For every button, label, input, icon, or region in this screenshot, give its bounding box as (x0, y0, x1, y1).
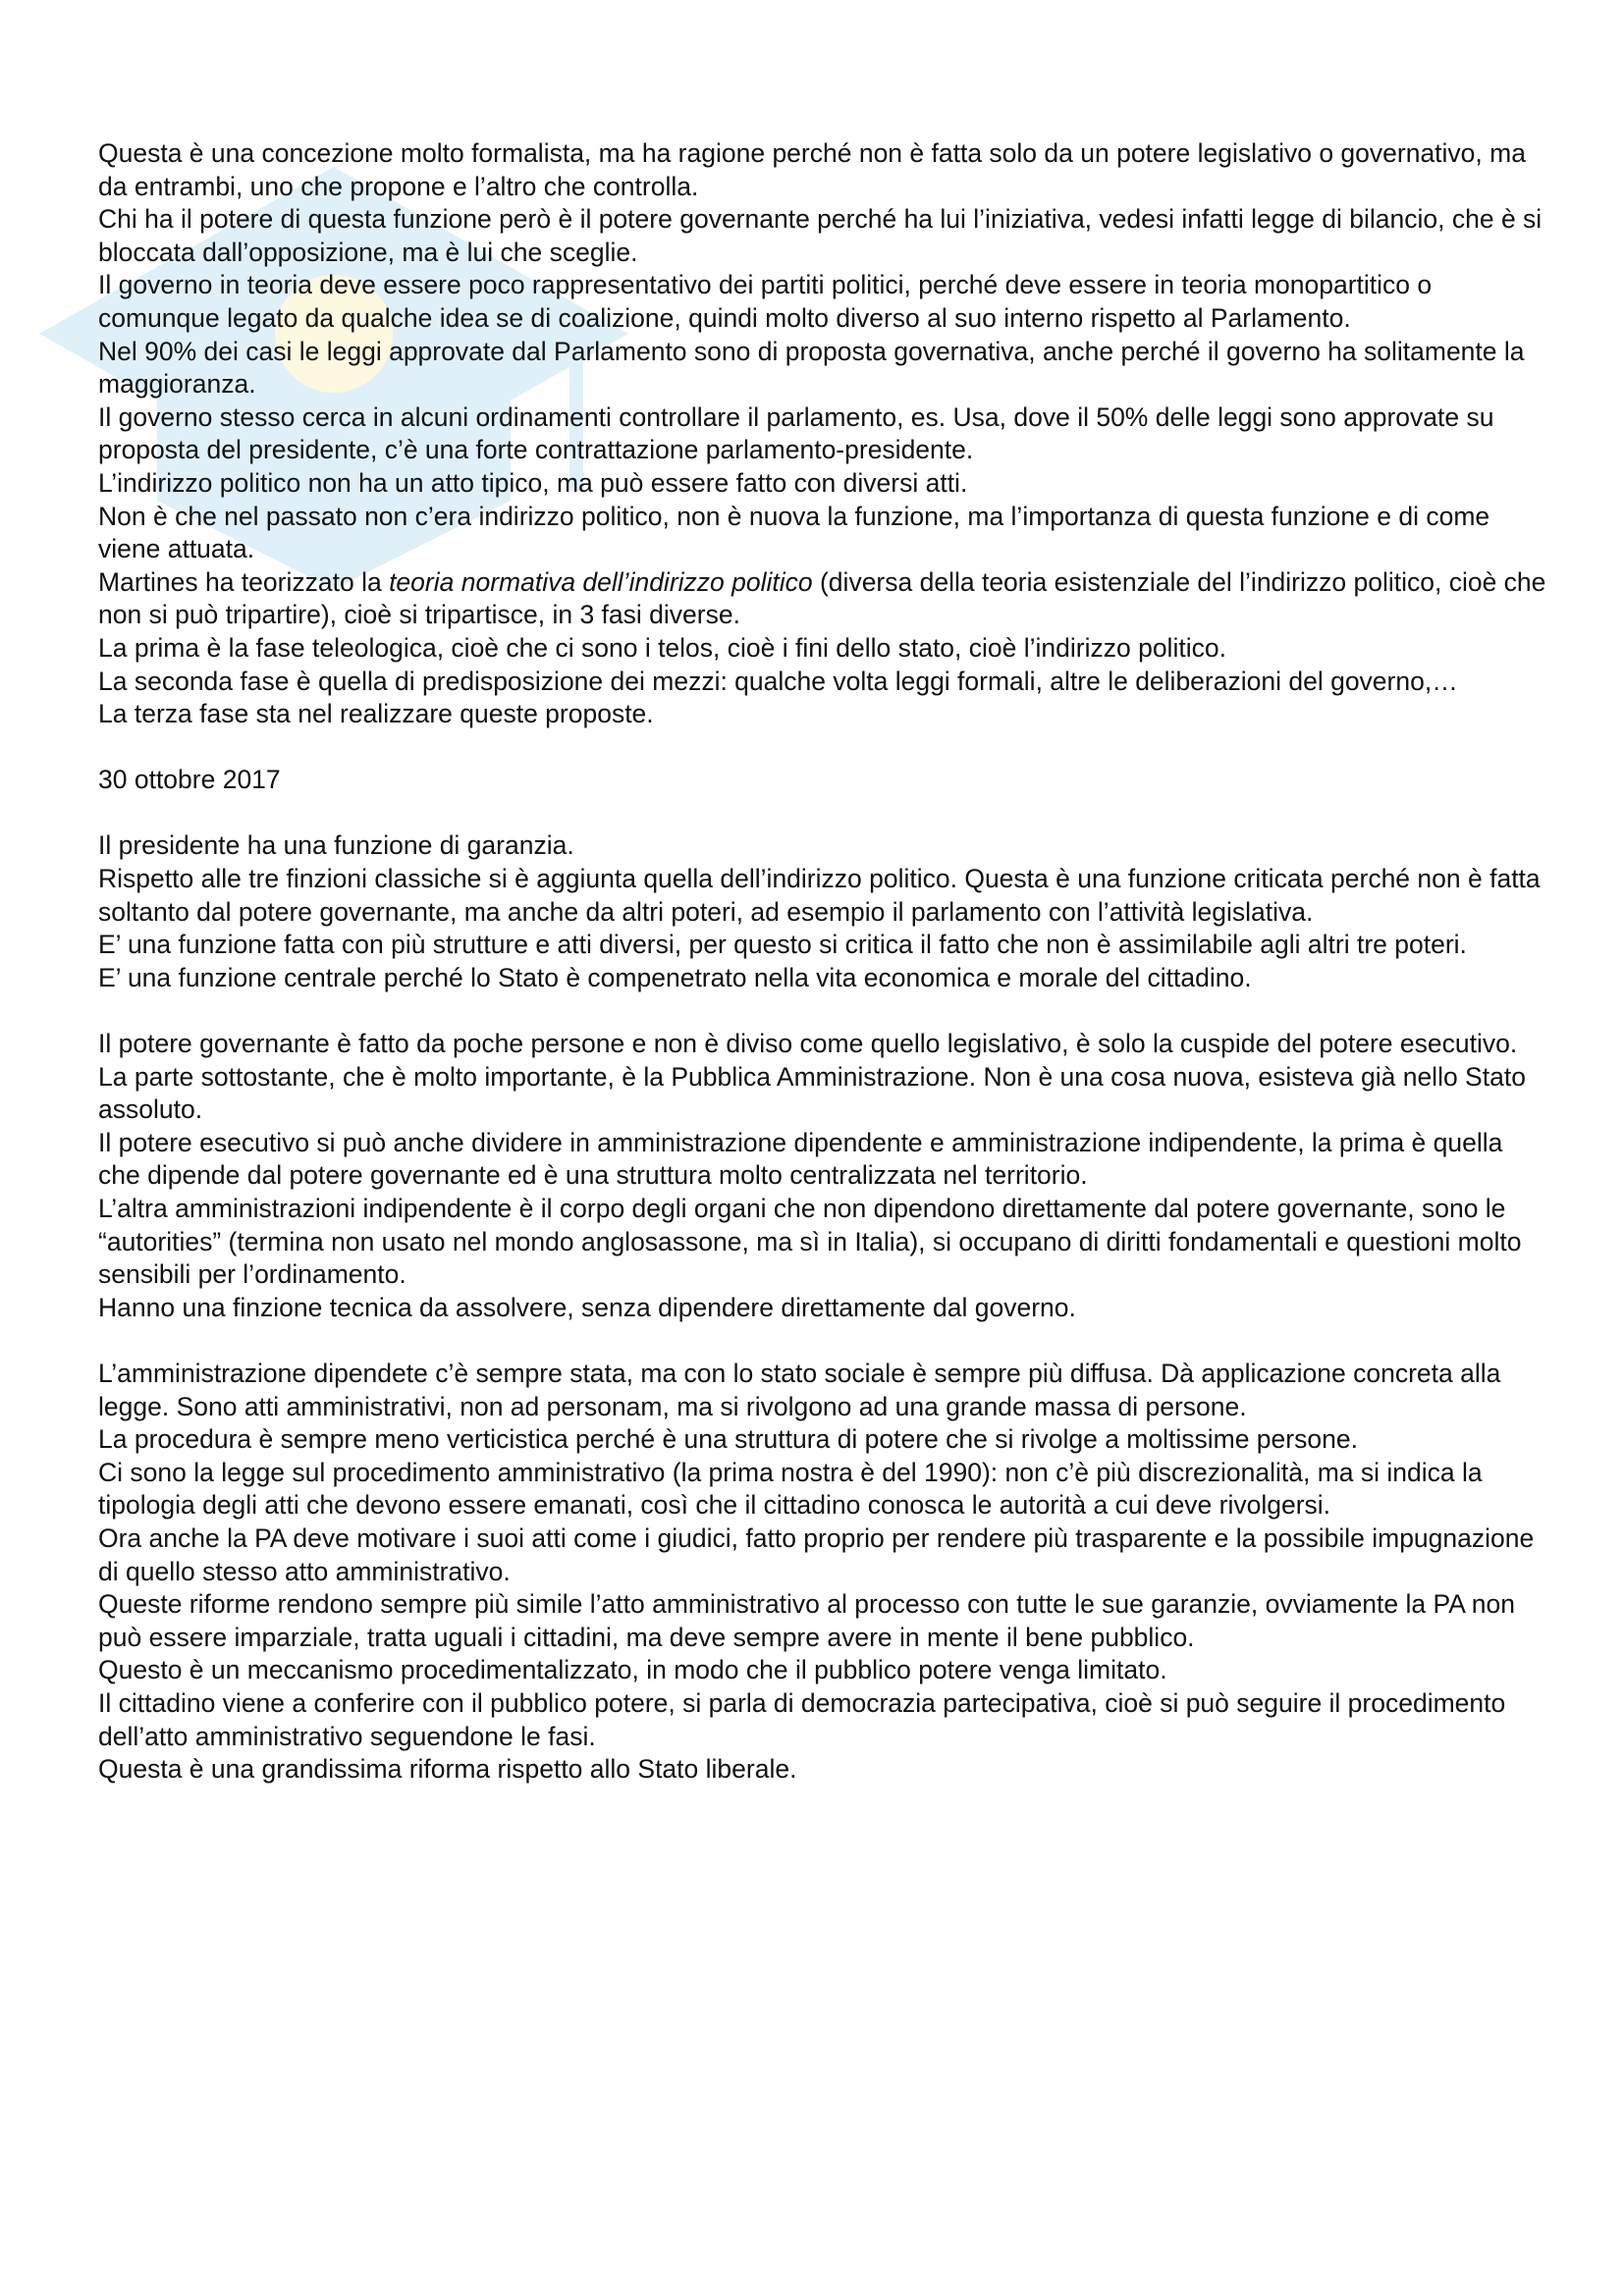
paragraph: La parte sottostante, che è molto importante, è la Pubblica Amministrazione. Non è una cosa nuova, esisteva già nello Stato assoluto. (98, 1061, 1526, 1125)
spacer (98, 797, 1551, 830)
paragraph: Il governo in teoria deve essere poco rappresentativo dei partiti politici, perché deve essere in teoria monopartitico o comunque legato da qualche idea se di coalizione, quindi molto diverso al suo interno rispetto al Parlamento. (98, 270, 1433, 333)
martines-text-before: Martines ha teorizzato la (98, 566, 390, 597)
paragraph: Non è che nel passato non c’era indirizzo politico, non è nuova la funzione, ma l’importanza di questa funzione e di come viene attuata. (98, 501, 1490, 564)
martines-theory-emphasis: teoria normativa dell’indirizzo politico (389, 566, 813, 597)
section-indirizzo-politico (98, 137, 1551, 731)
paragraph-martines (98, 566, 1551, 632)
paragraph: Il presidente ha una funzione di garanzia. (98, 830, 574, 861)
paragraph: La procedura è sempre meno verticistica perché è una struttura di potere che si rivolge a moltissime persone. (98, 1424, 1358, 1455)
paragraph: La seconda fase è quella di predisposizione dei mezzi: qualche volta leggi formali, altre le deliberazioni del governo,… (98, 666, 1458, 696)
paragraph: Questo è un meccanismo procedimentalizzato, in modo che il pubblico potere venga limitato. (98, 1655, 1167, 1685)
paragraph: Ora anche la PA deve motivare i suoi atti come i giudici, fatto proprio per rendere più trasparente e la possibile impugnazione di quello stesso atto amministrativo. (98, 1522, 1535, 1586)
paragraph: La terza fase sta nel realizzare queste proposte. (98, 699, 654, 729)
paragraph: Queste riforme rendono sempre più simile l’atto amministrativo al processo con tutte le sue garanzie, ovviamente la PA non può essere imparziale, tratta uguali i cittadini, ma deve sempre avere in mente il bene pubblico. (98, 1589, 1515, 1652)
paragraph: La prima è la fase teleologica, cioè che ci sono i telos, cioè i fini dello stato, cioè l’indirizzo politico. (98, 632, 1226, 663)
paragraph: Questa è una concezione molto formalista, ma ha ragione perché non è fatta solo da un potere legislativo o governativo, ma da entrambi, uno che propone e l’altro che controlla. (98, 138, 1526, 201)
paragraph: Il potere governante è fatto da poche persone e non è diviso come quello legislativo, è solo la cuspide del potere esecutivo. (98, 1029, 1518, 1059)
paragraph: Il governo stesso cerca in alcuni ordinamenti controllare il parlamento, es. Usa, dove il 50% delle leggi sono approvate su proposta del presidente, c’è una forte contrattazione parlamento-presidente. (98, 401, 1494, 465)
paragraph: Ci sono la legge sul procedimento amministrativo (la prima nostra è del 1990): non c’è più discrezionalità, ma si indica la tipologia degli atti che devono essere emanati, così che il cittadino conosca le autorità a cui deve rivolgersi. (98, 1457, 1483, 1521)
paragraph: Rispetto alle tre finzioni classiche si è aggiunta quella dell’indirizzo politico. Questa è una funzione criticata perché non è fatta soltanto dal potere governante, ma anche da altri poteri, ad esempio il parlamento con l’attività legislativa. (98, 864, 1541, 927)
paragraph: Il potere esecutivo si può anche dividere in amministrazione dipendente e amministrazione indipendente, la prima è quella che dipende dal potere governante ed è una struttura molto centralizzata nel territorio. (98, 1127, 1503, 1191)
paragraph: E’ una funzione centrale perché lo Stato è compenetrato nella vita economica e morale del cittadino. (98, 962, 1252, 992)
section-amministrazione-dipendente (98, 1358, 1551, 1787)
paragraph: L’indirizzo politico non ha un atto tipico, ma può essere fatto con diversi atti. (98, 467, 968, 498)
paragraph: L’altra amministrazioni indipendente è il corpo degli organi che non dipendono direttamente dal potere governante, sono le “autorities” (termina non usato nel mondo anglosassone, ma sì in Italia), si occupano di diritti fondamentali e questioni molto sensibili per l’ordinamento. (98, 1194, 1522, 1290)
document-body (98, 137, 1551, 1787)
section-funzione-garanzia (98, 829, 1551, 994)
paragraph: Nel 90% dei casi le leggi approvate dal Parlamento sono di proposta governativa, anche perché il governo ha solitamente la maggioranza. (98, 336, 1525, 400)
paragraph: L’amministrazione dipendete c’è sempre stata, ma con lo stato sociale è sempre più diffusa. Dà applicazione concreta alla legge. Sono atti amministrativi, non ad personam, ma si rivolgono ad una grande massa di persone. (98, 1358, 1501, 1421)
martines-text-after: (diversa della teoria esistenziale del l’indirizzo politico, cioè che non si può tripartire), cioè si tripartisce, in 3 fasi diverse. (98, 566, 1546, 630)
spacer (98, 1324, 1551, 1358)
paragraph: Il cittadino viene a conferire con il pubblico potere, si parla di democrazia partecipativa, cioè si può seguire il procedimento dell’atto amministrativo seguendone le fasi. (98, 1687, 1506, 1751)
spacer (98, 994, 1551, 1028)
section-potere-governante (98, 1028, 1551, 1324)
paragraph: Hanno una finzione tecnica da assolvere, senza dipendere direttamente dal governo. (98, 1292, 1076, 1322)
lecture-date: 30 ottobre 2017 (98, 765, 281, 795)
spacer (98, 731, 1551, 765)
paragraph: Questa è una grandissima riforma rispetto allo Stato liberale. (98, 1754, 797, 1785)
paragraph: E’ una funzione fatta con più strutture e atti diversi, per questo si critica il fatto che non è assimilabile agli altri tre poteri. (98, 930, 1467, 960)
paragraph: Chi ha il potere di questa funzione però è il potere governante perché ha lui l’iniziativa, vedesi infatti legge di bilancio, che è si bloccata dall’opposizione, ma è lui che sceglie. (98, 204, 1543, 267)
